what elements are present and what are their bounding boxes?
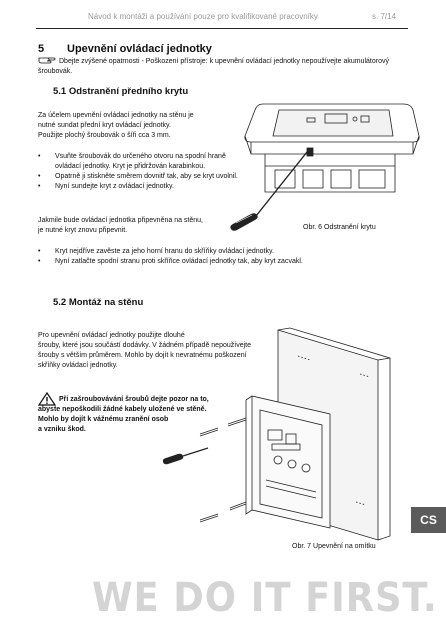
sub1-bullets (38, 152, 248, 192)
sub1-note-line: je nutné kryt znovu připevnit. (38, 227, 128, 234)
sub1-note-line: Jakmile bude ovládací jednotka připevněna na stěnu, (38, 217, 203, 224)
sub2-intro-line: skříňky ovládací jednotky. (38, 362, 118, 369)
sub1-intro (38, 111, 194, 141)
pointing-hand-icon (38, 56, 56, 64)
sub1-intro-line: Za účelem upevnění ovládací jednotky na stěnu je (38, 112, 194, 119)
sub1-bullets-2 (38, 247, 408, 267)
list-item (38, 257, 408, 267)
language-tab: CS (411, 507, 446, 533)
sub1-intro-line: Použijte plochý šroubovák o šíři cca 3 mm. (38, 132, 171, 139)
screw-icons (200, 418, 246, 522)
sub2-intro-line: Pro upevnění ovládací jednotky použijte dlouhé (38, 332, 185, 339)
page-number: s. 7/14 (372, 12, 397, 21)
sub2-warning-line: Mohlo by dojít k vážnému zranění osob (38, 416, 169, 423)
list-item-text: Nyní sundejte kryt z ovládací jednotky. (55, 183, 174, 190)
section-warning (38, 56, 418, 77)
list-item-text: Kryt nejdříve zavěste za jeho horní hranu do skříňky ovládací jednotky. (55, 248, 274, 255)
figure-6-caption: Obr. 6 Odstranění krytu (303, 224, 376, 231)
list-item (38, 152, 248, 172)
list-item (38, 182, 248, 192)
header-title: Návod k montáži a používání pouze pro kvalifikované pracovníky (88, 12, 318, 21)
screwdriver-icon (163, 448, 208, 464)
footer-slogan: WE DO IT FIRST. (92, 575, 438, 621)
figure-7-illustration (160, 330, 400, 550)
list-item-text: Nyní zatlačte spodní stranu proti skříňce ovládací jednotky tak, aby kryt zacvakl. (55, 258, 303, 265)
list-item (38, 247, 408, 257)
sub2-warning-line: a vzniku škod. (38, 426, 86, 433)
sub2-intro-line: šrouby, které jsou součástí dodávky. V žádném případě nepoužívejte (38, 342, 251, 349)
sub1-title: 5.1 Odstranění předního krytu (53, 86, 189, 97)
figure-6-illustration (225, 96, 425, 236)
section-warning-text: Dbejte zvýšené opatrnosti - Poškození přístroje: k upevnění ovládací jednotky nepoužívejte akumulátorový šroubovák. (38, 58, 389, 75)
sub2-title: 5.2 Montáž na stěnu (53, 297, 144, 308)
list-item (38, 172, 248, 182)
sub1-intro-line: nutné sundat přední kryt ovládací jednotky. (38, 122, 171, 129)
list-item-text: Vsuňte šroubovák do určeného otvoru na spodní hraně ovládací jednotky. Kryt je přidržován karabinkou. (55, 153, 226, 170)
section-title: Upevnění ovládací jednotky (67, 43, 212, 55)
sub1-note (38, 216, 203, 236)
sub2-intro-line: šrouby s větším průměrem. Mohlo by dojít k nevratnému poškození (38, 352, 247, 359)
header-rule (36, 28, 408, 29)
figure-7-caption: Obr. 7 Upevnění na omítku (292, 543, 376, 550)
section-number: 5 (38, 43, 45, 55)
screwdriver-icon (230, 152, 307, 231)
sub2-warning-line: Při zašroubovávání šroubů dejte pozor na to, (59, 396, 209, 403)
list-item-text: Opatrně ji stiskněte směrem dovnitř tak, aby se kryt uvolnil. (55, 173, 238, 180)
sub2-warning-line: abyste nepoškodili žádné kabely uložené ve stěně. (38, 406, 207, 413)
